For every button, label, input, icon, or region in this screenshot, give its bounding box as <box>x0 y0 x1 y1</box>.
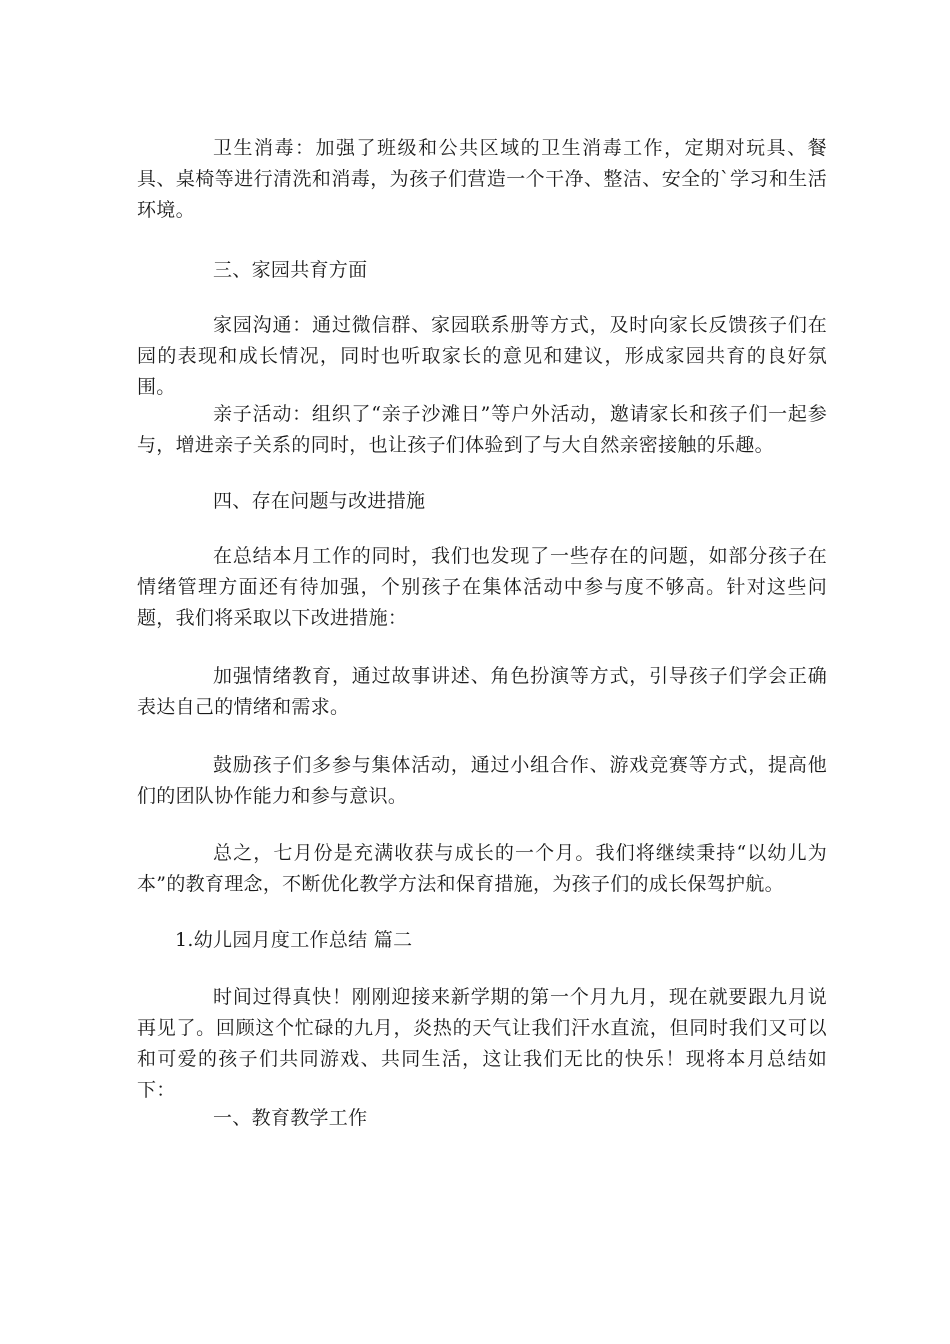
article-subtitle: 1.幼儿园月度工作总结 篇二 <box>175 929 413 951</box>
section-heading-teaching-work: 一、教育教学工作 <box>213 1107 368 1129</box>
paragraph-parent-child-activity: 亲子活动：组织了“亲子沙滩日”等户外活动，邀请家长和孩子们一起参与，增进亲子关系的同时，也让孩子们体验到了与大自然亲密接触的乐趣。 <box>137 403 827 456</box>
section-heading-problems-improvements: 四、存在问题与改进措施 <box>213 490 426 512</box>
paragraph-problems-summary: 在总结本月工作的同时，我们也发现了一些存在的问题，如部分孩子在情绪管理方面还有待加强，个别孩子在集体活动中参与度不够高。针对这些问题，我们将采取以下改进措施： <box>137 545 827 629</box>
paragraph-hygiene-disinfection: 卫生消毒：加强了班级和公共区域的卫生消毒工作，定期对玩具、餐具、桌椅等进行清洗和消毒，为孩子们营造一个干净、整洁、安全的`学习和生活环境。 <box>137 137 827 221</box>
paragraph-group-activity: 鼓励孩子们多参与集体活动，通过小组合作、游戏竞赛等方式，提高他们的团队协作能力和参与意识。 <box>137 754 827 807</box>
section-heading-home-school: 三、家园共育方面 <box>213 259 368 281</box>
paragraph-emotion-education: 加强情绪教育，通过故事讲述、角色扮演等方式，引导孩子们学会正确表达自己的情绪和需求。 <box>137 665 827 718</box>
paragraph-september-intro: 时间过得真快！刚刚迎接来新学期的第一个月九月，现在就要跟九月说再见了。回顾这个忙碌的九月，炎热的天气让我们汗水直流，但同时我们又可以和可爱的孩子们共同游戏、共同生活，这让我们无比的快乐！现将本月总结如下： <box>137 986 827 1101</box>
paragraph-conclusion: 总之，七月份是充满收获与成长的一个月。我们将继续秉持“以幼儿为本”的教育理念，不断优化教学方法和保育措施，为孩子们的成长保驾护航。 <box>137 842 827 895</box>
paragraph-home-school-communication: 家园沟通：通过微信群、家园联系册等方式，及时向家长反馈孩子们在园的表现和成长情况，同时也听取家长的意见和建议，形成家园共育的良好氛围。 <box>137 314 827 398</box>
